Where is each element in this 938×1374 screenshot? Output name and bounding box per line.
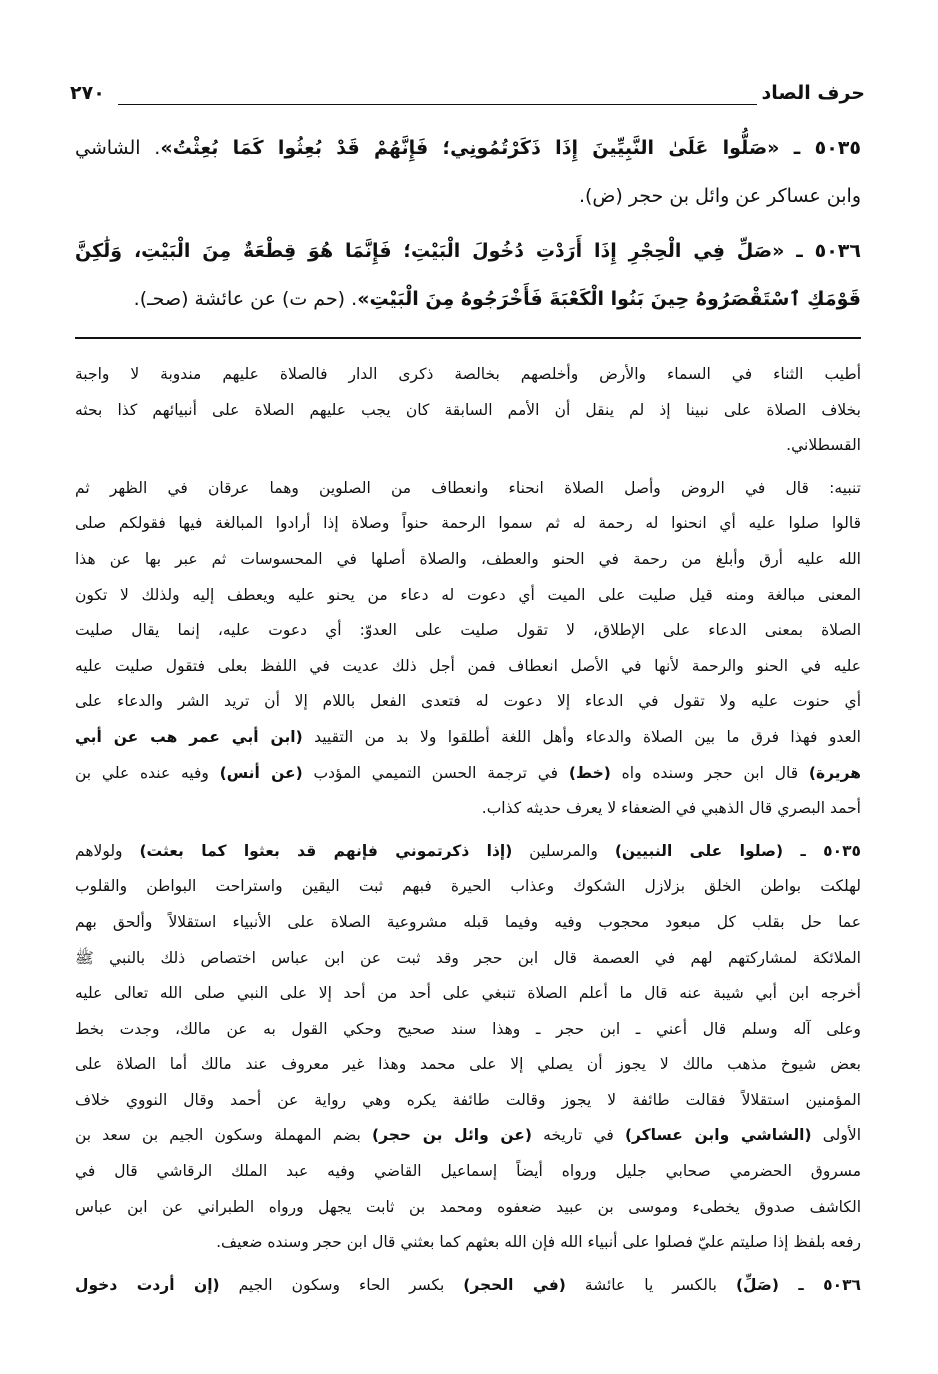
bold-text-run: (الشاشي وابن عساكر) xyxy=(624,1126,812,1145)
text-run: وابن عساكر عن وائل بن حجر (ض). xyxy=(578,185,861,207)
text-run: في ترجمة الحسن التميمي المؤدب xyxy=(302,763,569,782)
bold-text-run: هريرة) xyxy=(808,763,861,782)
section-title: حرف الصاد xyxy=(761,82,865,104)
text-run: تنبيه: قال في الروض وأصل الصلاة انحناء وانعطاف من الصلوين وهما عرقان في الظهر ثم xyxy=(75,478,861,497)
text-run: بكسر الحاء وسكون الجيم xyxy=(219,1275,464,1294)
text-run: مسروق الحضرمي صحابي جليل ورواه أيضاً إسماعيل القاضي وفيه عبد الملك الرقاشي قال في xyxy=(75,1162,861,1181)
text-line xyxy=(75,172,861,220)
text-line xyxy=(75,649,861,685)
text-line xyxy=(75,275,861,323)
bold-text-run: قَوْمَكِ ٱسْتَقْصَرُوهُ حِينَ بَنُوا الْكَعْبَةَ فَأَخْرَجُوهُ مِنَ الْبَيْتِ» xyxy=(357,288,861,310)
text-run: . الشاشي xyxy=(75,137,161,159)
text-run: الكاشف صدوق يخطىء وموسى بن عبيد ضعفوه ومحمد بن ثابت يجهل ورواه الطبراني عن ابن عباس xyxy=(75,1197,861,1216)
text-run: العدو فهذا فرق ما بين الصلاة والدعاء وأهل اللغة أطلقوا ولا بد من التقييد xyxy=(302,727,861,746)
text-run: . (حم ت) عن عائشة (صحـ). xyxy=(133,288,358,310)
text-line xyxy=(75,905,861,941)
text-line xyxy=(75,976,861,1012)
bold-text-run: (إذا ذكرتموني فإنهم قد بعثوا كما بعثت) xyxy=(139,841,513,860)
hadith-paragraph xyxy=(75,124,861,220)
text-line xyxy=(75,1268,861,1304)
text-line xyxy=(75,941,861,977)
text-run: بالكسر يا عائشة xyxy=(565,1275,736,1294)
text-run: عما حل بقلب كل مبعود محجوب وفيه وفيما قبله مشروعية الصلاة على الأنبياء استقلالاً وألحق بهم xyxy=(75,912,861,931)
bold-text-run: ٥٠٣٥ ـ «صَلُّوا عَلَىٰ النَّبِيِّينَ إِذَا ذَكَرْتُمُونِي؛ فَإِنَّهُمْ قَدْ بُعِثُوا كَمَا بُعِثْتُ» xyxy=(160,137,861,159)
footnote-separator xyxy=(75,337,861,339)
text-line xyxy=(75,393,861,429)
text-run: والمرسلين xyxy=(512,841,615,860)
text-run: أطيب الثناء في السماء والأرض وأخلصهم بخالصة ذكرى الدار فالصلاة عليهم مندوبة لا واجبة xyxy=(75,365,861,383)
commentary-text xyxy=(75,357,861,1310)
text-run: الله عليه أرق وأبلغ من رحمة في الحنو والعطف، والصلاة أصلها في المحسوسات ثم عبر بها عن هذا xyxy=(75,549,861,568)
hadith-paragraph xyxy=(75,227,861,323)
text-run: الأولى xyxy=(811,1126,862,1145)
text-run: وعلى آله وسلم قال أعني ـ ابن حجر ـ وهذا سند صحيح وحكي القول به عن مالك، وجدت بخط xyxy=(75,1019,861,1038)
bold-text-run: (في الحجر) xyxy=(463,1275,566,1294)
header-rule xyxy=(118,104,757,105)
text-line xyxy=(75,791,861,827)
bold-text-run: (ابن أبي عمر هب عن أبي xyxy=(75,727,303,746)
text-line xyxy=(75,684,861,720)
text-line xyxy=(75,124,861,172)
text-run: قال ابن حجر وسنده واه xyxy=(610,763,809,782)
page-number: ٢٧٠ xyxy=(70,82,105,104)
text-run: أحمد البصري قال الذهبي في الضعفاء لا يعرف حديثه كذاب. xyxy=(481,799,861,818)
text-run: لهلكت بواطن الخلق بزلازل الشكوك وعذاب الحيرة فبهم ثبت اليقين واستراحت البواطن والقلوب xyxy=(75,877,861,896)
text-run: بضم المهملة وسكون الجيم بن سعد بن xyxy=(75,1126,373,1145)
text-line xyxy=(75,869,861,905)
text-line xyxy=(75,1154,861,1190)
bold-text-run: ٥٠٣٥ ـ (صلوا على النبيين) xyxy=(614,841,862,860)
bold-text-run: (خط) xyxy=(568,763,611,782)
bold-text-run: ٥٠٣٦ ـ «صَلِّ فِي الْحِجْرِ إِذَا أَرَدْتِ دُخُولَ الْبَيْتِ؛ فَإِنَّمَا هُوَ قِطْعَةٌ مِنَ الْبَيْتِ، وَلَٰكِنَّ xyxy=(75,240,861,262)
text-line xyxy=(75,720,861,756)
commentary-paragraph xyxy=(75,471,861,827)
text-run: القسطلاني. xyxy=(786,436,861,455)
bold-text-run: ٥٠٣٦ ـ (صَلِّ) xyxy=(735,1275,861,1294)
bold-text-run: (إن أردت دخول xyxy=(75,1275,220,1294)
text-run: في تاريخه xyxy=(531,1126,625,1145)
bold-text-run: (عن أنس) xyxy=(219,763,303,782)
text-run: الصلاة بمعنى الدعاء على الإطلاق، لا تقول صليت على العدوّ: أي دعوت عليه، إنما يقال صليت xyxy=(75,621,861,640)
text-line xyxy=(75,834,861,870)
text-line xyxy=(75,428,861,464)
text-run: أي حنوت عليه ولا تقول في الدعاء إلا دعوت له فتعدى الفعل باللام إلا أن تريد الشر والدعاء على xyxy=(75,692,861,711)
commentary-paragraph xyxy=(75,357,861,464)
running-header xyxy=(70,82,865,110)
text-run: المؤمنين استقلالاً فقالت طائفة لا يجوز وقالت طائفة يكره وهي رواية عن أحمد وقال النووي خلاف xyxy=(75,1090,861,1109)
text-run: ولولاهم xyxy=(75,841,140,860)
text-run: بخلاف الصلاة على نبينا إذ لم ينقل أن الأمم السابقة كان يجب عليهم الصلاة على أنبيائهم كذا بحثه xyxy=(75,400,861,419)
commentary-paragraph xyxy=(75,1268,861,1304)
text-line xyxy=(75,471,861,507)
text-run: بعض شيوخ مذهب مالك لا يجوز أن يصلي إلا على محمد وهذا غير معروف عند مالك أما الصلاة على xyxy=(75,1055,861,1074)
bold-text-run: (عن وائل بن حجر) xyxy=(372,1126,532,1145)
text-run: الملائكة لمشاركتهم لهم في العصمة قال ابن حجر وقد ثبت عن ابن عباس اختصاص ذلك بالنبي ﷺ xyxy=(75,948,861,967)
text-run: وفيه عنده علي بن xyxy=(75,763,220,782)
text-line xyxy=(75,227,861,275)
text-line xyxy=(75,1083,861,1119)
text-line xyxy=(75,542,861,578)
text-line xyxy=(75,1190,861,1226)
text-line xyxy=(75,613,861,649)
text-run: المعنى مبالغة ومنه قيل صليت على الميت أي دعوت له دعاء من يحنو عليه ويعطف إليه ولذلك لا تكون xyxy=(75,585,861,604)
text-line xyxy=(75,1012,861,1048)
text-run: أخرجه ابن أبي شيبة عنه قال ما أعلم الصلاة تنبغي على أحد من أحد إلا على النبي صلى الله تعالى عليه xyxy=(75,984,861,1003)
text-run: عليه في الحنو والرحمة لأنها في الأصل انعطاف فمن أجل ذلك عديت في اللفظ بعلى فتقول صليت عليه xyxy=(75,656,861,675)
hadith-text xyxy=(75,124,861,330)
text-line xyxy=(75,506,861,542)
text-line xyxy=(75,1118,861,1154)
text-line xyxy=(75,357,861,393)
text-line xyxy=(75,756,861,792)
text-line xyxy=(75,1047,861,1083)
text-run: قالوا صلوا عليه أي انحنوا له رحمة له ثم سموا الرحمة حنواً وصلاة إذا أرادوا المبالغة فيها فقولكم صلى xyxy=(75,514,861,533)
commentary-paragraph xyxy=(75,834,861,1261)
text-run: رفعه بلفظ إذا صليتم عليّ فصلوا على أنبياء الله فإن الله بعثهم كما بعثني قال ابن حجر وسنده ضعيف. xyxy=(216,1233,861,1252)
text-line xyxy=(75,1225,861,1261)
text-line xyxy=(75,578,861,614)
